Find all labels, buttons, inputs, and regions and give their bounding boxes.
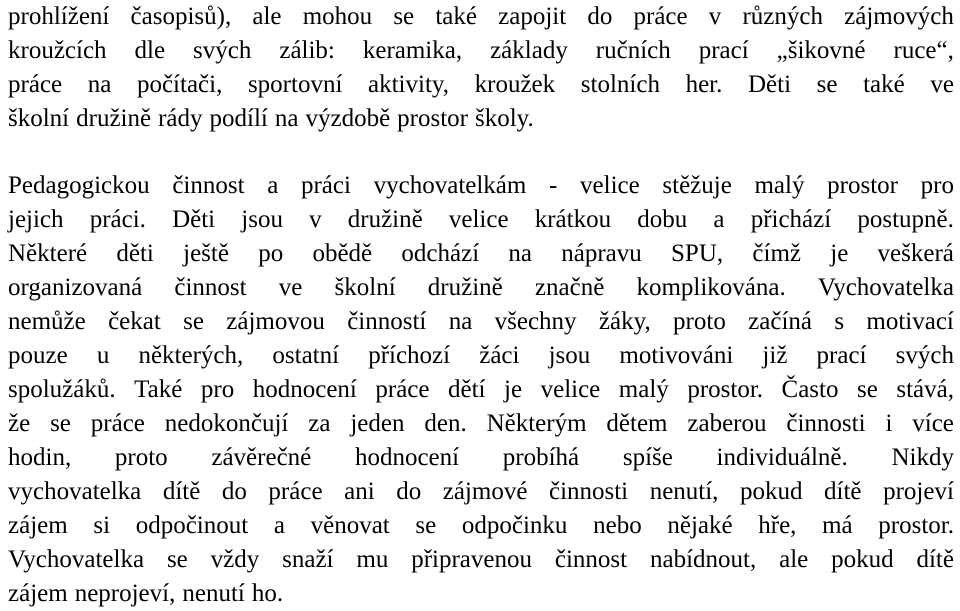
word: si: [93, 512, 111, 539]
word: má: [822, 512, 853, 539]
word: svých: [193, 37, 252, 64]
paragraph: [8, 169, 954, 611]
word: nedokončují: [164, 410, 289, 437]
text-line: [8, 34, 954, 68]
word: stává,: [896, 376, 954, 403]
word: postupně.: [857, 206, 954, 233]
word: v: [309, 206, 322, 233]
word: zájmových: [844, 3, 954, 30]
word: i: [885, 410, 893, 437]
word: sportovní: [247, 71, 343, 98]
text-line: [8, 305, 954, 339]
word: svých: [895, 342, 954, 369]
word: děti: [116, 240, 154, 267]
word: nabídnout,: [649, 546, 757, 573]
word: na: [448, 308, 473, 335]
word: je: [830, 240, 849, 267]
word: keramika,: [362, 37, 463, 64]
word: ve: [278, 274, 303, 301]
word: ruce“,: [893, 37, 954, 64]
word: družině: [347, 206, 423, 233]
word: spolužáků.: [8, 376, 116, 403]
word: malý: [754, 172, 805, 199]
word: závěrečné: [211, 444, 312, 471]
word: den.: [424, 410, 467, 437]
text-line: [8, 577, 954, 611]
word: stěžuje: [662, 172, 732, 199]
word: do: [221, 478, 247, 505]
word: nějaké: [667, 512, 733, 539]
word: práce: [375, 376, 430, 403]
word: práci.: [89, 206, 146, 233]
word: výzdobě: [305, 105, 391, 132]
word: že: [8, 410, 31, 437]
word: zálib:: [279, 37, 335, 64]
word: Některé: [8, 240, 88, 267]
word: na: [87, 71, 112, 98]
word: práce: [8, 71, 63, 98]
word: ani: [344, 478, 375, 505]
word: pokud: [739, 478, 803, 505]
word: práci: [300, 172, 351, 199]
word: dítě: [916, 546, 954, 573]
word: je: [504, 376, 523, 403]
word: zájmovou: [226, 308, 325, 335]
word: práce: [268, 478, 323, 505]
word: pro: [920, 172, 954, 199]
text-line: [8, 475, 954, 509]
word: ho.: [251, 580, 284, 607]
word: prací: [698, 37, 749, 64]
word: činnosti: [548, 478, 629, 505]
word: velice: [580, 172, 640, 199]
text-line: [8, 407, 954, 441]
word: Děti: [747, 71, 792, 98]
word: snaží: [282, 546, 334, 573]
word: činnost: [174, 274, 247, 301]
word: organizovaná: [8, 274, 143, 301]
word: v: [708, 3, 722, 30]
word: hodin,: [8, 444, 72, 471]
word: se: [816, 71, 838, 98]
word: ale: [252, 3, 282, 30]
word: žáci: [479, 342, 520, 369]
word: činnost: [554, 546, 628, 573]
text-line: [8, 373, 954, 407]
word: komplikována.: [636, 274, 786, 301]
word: činnosti: [786, 410, 866, 437]
text-line: [8, 102, 954, 136]
word: malý: [618, 376, 669, 403]
word: stolních: [580, 71, 660, 98]
text-line: [8, 543, 954, 577]
word: SPU,: [671, 240, 724, 267]
word: dětí: [448, 376, 486, 403]
word: prací: [816, 342, 867, 369]
word: proto: [114, 444, 168, 471]
word: Také: [134, 376, 183, 403]
word: zaberou: [687, 410, 767, 437]
word: kroužek: [474, 71, 556, 98]
word: mohou: [302, 3, 373, 30]
paragraph: [8, 0, 954, 136]
word: neprojeví,: [74, 580, 176, 607]
word: dítě: [824, 478, 862, 505]
word: a: [273, 512, 285, 539]
word: jsou: [241, 206, 283, 233]
word: dobu: [637, 206, 688, 233]
text-line: [8, 271, 954, 305]
word: práce: [90, 410, 145, 437]
word: vychovatelkám: [373, 172, 527, 199]
word: probíhá: [502, 444, 580, 471]
word: přichází: [750, 206, 832, 233]
text-line: [8, 339, 954, 373]
word: již: [762, 342, 788, 369]
word: hodnocení: [252, 376, 357, 403]
word: značně: [534, 274, 605, 301]
word: nebo: [593, 512, 642, 539]
word: práce: [633, 3, 688, 30]
word: ostatní: [272, 342, 340, 369]
word: nenutí: [182, 580, 245, 607]
word: projeví: [883, 478, 954, 505]
word: školní: [334, 274, 396, 301]
word: odchází: [401, 240, 480, 267]
word: obědě: [312, 240, 373, 267]
word: více: [912, 410, 954, 437]
word: prostor: [827, 172, 898, 199]
word: různých: [742, 3, 823, 30]
word: podílí: [209, 105, 268, 132]
word: odpočinout: [135, 512, 249, 539]
word: zájem: [8, 512, 68, 539]
word: dítě: [162, 478, 201, 505]
word: se: [393, 3, 415, 30]
word: jeden: [350, 410, 405, 437]
word: velice: [448, 206, 509, 233]
word: vždy: [210, 546, 260, 573]
word: rády: [158, 105, 203, 132]
word: hodnocení: [354, 444, 460, 471]
word: motivací: [866, 308, 954, 335]
word: Nikdy: [891, 444, 954, 471]
word: dle: [134, 37, 166, 64]
word: nenutí,: [649, 478, 719, 505]
word: všechny: [494, 308, 577, 335]
word: -: [549, 172, 558, 199]
word: Děti: [172, 206, 216, 233]
word: „šikovné: [776, 37, 866, 64]
word: na: [274, 105, 299, 132]
word: vychovatelka: [8, 478, 142, 505]
word: prohlížení: [8, 3, 110, 30]
paragraph-gap: [8, 136, 954, 169]
word: prostor.: [878, 512, 954, 539]
word: ještě: [183, 240, 229, 267]
word: činností: [347, 308, 427, 335]
word: Některým: [486, 410, 587, 437]
document-page: [8, 0, 954, 611]
word: proto: [673, 308, 726, 335]
word: pokud: [831, 546, 894, 573]
word: nemůže: [8, 308, 86, 335]
word: prostor: [397, 105, 468, 132]
word: připravenou: [411, 546, 532, 573]
word: zapojit: [498, 3, 567, 30]
text-line: [8, 169, 954, 203]
word: ručních: [595, 37, 671, 64]
word: prostor.: [687, 376, 764, 403]
word: a: [713, 206, 725, 233]
word: některých,: [138, 342, 244, 369]
word: žáky,: [598, 308, 651, 335]
text-line: [8, 509, 954, 543]
word: mu: [356, 546, 389, 573]
word: motivováni: [619, 342, 734, 369]
word: čímž: [752, 240, 801, 267]
text-line: [8, 237, 954, 271]
word: dětem: [606, 410, 668, 437]
word: příchozí: [368, 342, 451, 369]
word: ale: [779, 546, 809, 573]
word: po: [258, 240, 284, 267]
word: se: [50, 410, 71, 437]
word: začíná: [748, 308, 812, 335]
word: her.: [685, 71, 723, 98]
word: hře,: [758, 512, 797, 539]
word: do: [396, 478, 422, 505]
word: a: [267, 172, 279, 199]
word: pro: [200, 376, 235, 403]
word: zájmové: [442, 478, 528, 505]
word: školní: [8, 105, 70, 132]
word: družině: [76, 105, 152, 132]
word: čekat: [108, 308, 161, 335]
word: jsou: [548, 342, 591, 369]
word: kroužcích: [8, 37, 107, 64]
word: ve: [930, 71, 954, 98]
word: se: [857, 376, 878, 403]
word: pouze: [8, 342, 68, 369]
word: individuálně.: [716, 444, 848, 471]
word: spíše: [622, 444, 673, 471]
word: u: [96, 342, 110, 369]
word: počítači,: [136, 71, 223, 98]
word: družině: [427, 274, 503, 301]
word: se: [166, 546, 188, 573]
word: časopisů),: [130, 3, 232, 30]
word: věnovat: [310, 512, 390, 539]
word: velice: [540, 376, 601, 403]
word: Pedagogickou: [8, 172, 150, 199]
word: základy: [490, 37, 568, 64]
word: se: [415, 512, 437, 539]
text-line: [8, 0, 954, 34]
word: činnost: [172, 172, 245, 199]
word: jejich: [8, 206, 64, 233]
word: nápravu: [561, 240, 642, 267]
word: krátkou: [534, 206, 612, 233]
text-line: [8, 441, 954, 475]
word: také: [435, 3, 477, 30]
word: Často: [781, 376, 839, 403]
word: do: [587, 3, 613, 30]
text-line: [8, 68, 954, 102]
word: za: [308, 410, 331, 437]
word: školy.: [475, 105, 534, 132]
word: aktivity,: [368, 71, 450, 98]
text-line: [8, 203, 954, 237]
word: s: [834, 308, 845, 335]
word: odpočinku: [461, 512, 568, 539]
word: Vychovatelka: [817, 274, 954, 301]
word: na: [508, 240, 532, 267]
word: zájem: [8, 580, 68, 607]
word: veškerá: [877, 240, 954, 267]
word: se: [183, 308, 204, 335]
word: také: [863, 71, 905, 98]
word: Vychovatelka: [8, 546, 145, 573]
